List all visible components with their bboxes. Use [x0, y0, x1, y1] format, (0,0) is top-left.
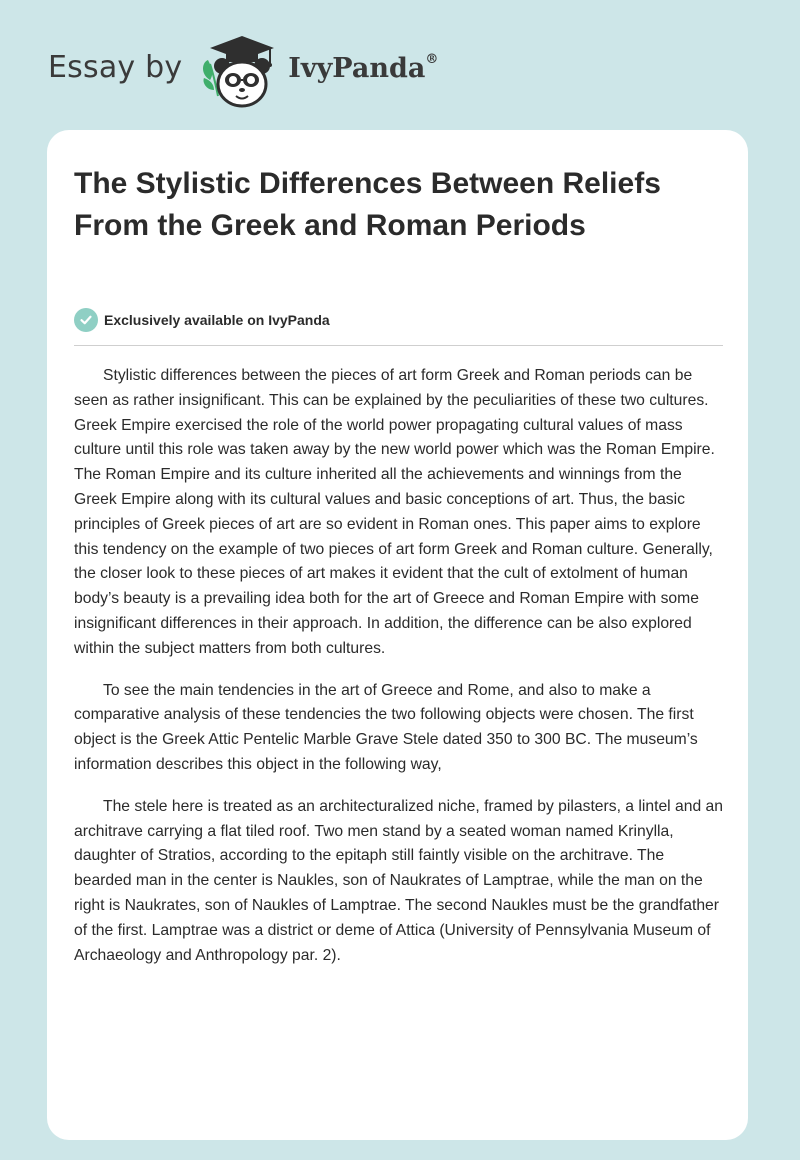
panda-graduate-icon: [196, 30, 284, 110]
paragraph: To see the main tendencies in the art of Greece and Rome, and also to make a comparative analysis of these tendencies the two following objects were chosen. The first object is the Greek Attic Pentelic Marble Grave Stele dated 350 to 300 BC. The museum’s information describes this object in the following way,: [74, 681, 698, 773]
paragraph: Stylistic differences between the pieces of art form Greek and Roman periods can be seen as rather insignificant. This can be explained by the peculiarities of these two cultures. Greek Empire exercised the role of the world power propagating cultural values of mass culture until this role was taken away by the new world power which was the Roman Empire. The Roman Empire and its culture inherited all the achievements and winnings from the Greek Empire along with its cultural values and basic conceptions of art. Thus, the basic principles of Greek pieces of art are so evident in Roman ones. This paper aims to explore this tendency on the example of two pieces of art form Greek and Roman culture. Generally, the closer look to these pieces of art makes it evident that the cult of extolment of human body’s beauty is a prevailing idea both for the art of Greece and Roman Empire with some insignificant differences in their approach. In addition, the difference can be also explored within the subject matters from both cultures.: [74, 367, 715, 657]
essay-title: The Stylistic Differences Between Reliefs From the Greek and Roman Periods: [74, 167, 661, 242]
exclusive-badge: [74, 307, 330, 333]
brand-name: [288, 53, 438, 84]
brand-name-text: IvyPanda: [288, 52, 426, 84]
registered-mark: ®: [425, 51, 439, 67]
check-circle-icon: [74, 308, 98, 332]
divider: [74, 345, 723, 346]
exclusive-label: Exclusively available on IvyPanda: [104, 312, 330, 328]
essay-body: [74, 364, 724, 985]
paragraph: The stele here is treated as an architecturalized niche, framed by pilasters, a lintel and an architrave carrying a flat tiled roof. Two men stand by a seated woman named Krinylla, daughter of Stratios, according to the epitaph still faintly visible on the architrave. The bearded man in the center is Naukles, son of Naukrates of Lamptrae, while the man on the right is Naukrates, son of Naukles of Lamptrae. The second Naukles must be the grandfather of the first. Lamptrae was a district or deme of Attica (University of Pennsylvania Museum of Archaeology and Anthropology par. 2).: [74, 797, 723, 964]
brand-prefix: Essay by: [48, 49, 183, 85]
brand-header[interactable]: [48, 30, 438, 110]
essay-card: [47, 130, 748, 1140]
